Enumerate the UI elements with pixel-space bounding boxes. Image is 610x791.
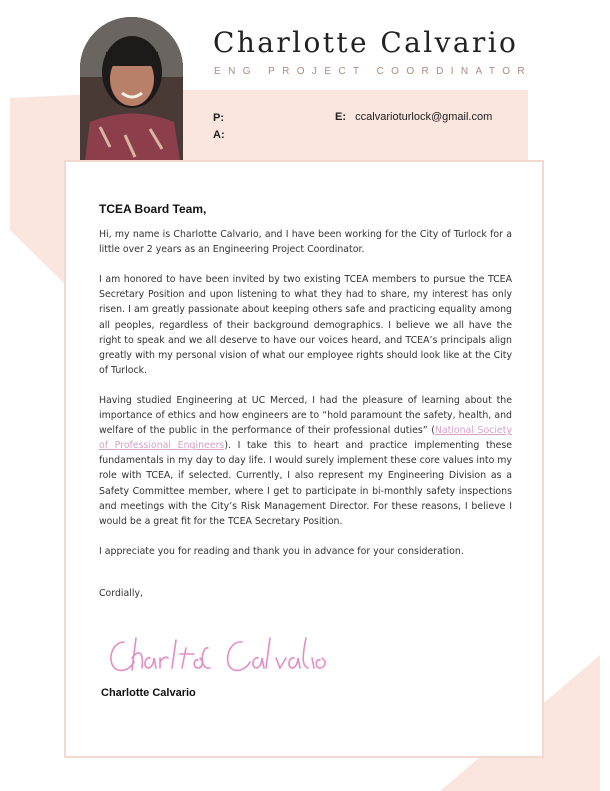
phone-row — [213, 112, 224, 124]
letter-closing: Cordially, — [99, 587, 144, 599]
address-label: A: — [213, 129, 225, 141]
profile-photo — [80, 17, 183, 160]
letter-body — [99, 202, 512, 601]
paragraph-3-text-a: Having studied Engineering at UC Merced, I had the pleasure of learning about the importance of ethics and how engineers are to “hold paramount the safety, health, and welfare of the public in the performance of their professional duties” ( — [99, 394, 512, 437]
email-value[interactable]: ccalvarioturlock@gmail.com — [355, 111, 493, 123]
paragraph-2: I am honored to have been invited by two existing TCEA members to pursue the TCEA Secretary Position and upon listening to what they had to share, my interest has only risen. I am greatly passionate about keeping others safe and practicing equality among all peoples, regardless of their background demographics. I believe we all have the right to speak and we all deserve to have our voices heard, and TCEA’s principals align greatly with my personal vision of what our employee rights should look like at the City of Turlock. — [99, 274, 512, 376]
paragraph-4: I appreciate you for reading and thank you in advance for your consideration. — [99, 545, 464, 557]
address-row — [213, 129, 225, 141]
signature-image — [102, 628, 332, 678]
header-role: ENG PROJECT COORDINATOR — [214, 66, 532, 77]
email-row — [335, 111, 492, 123]
paragraph-1: Hi, my name is Charlotte Calvario, and I have been working for the City of Turlock for a little over 2 years as an Engineering Project Coordinator. — [99, 229, 512, 256]
letter-card — [64, 160, 544, 758]
phone-label: P: — [213, 112, 224, 124]
letter-greeting: TCEA Board Team, — [99, 202, 207, 216]
paragraph-3-text-b: ). I take this to heart and practice implementing these fundamentals in my day to day life. I would surely implement these core values into my role with TCEA, if selected. Currently, I also represent my Engineering Division as a Safety Committee member, where I get to participate in bi-monthly safety inspections and meetings with the City’s Risk Management Director. For these reasons, I believe I would be a great fit for the TCEA Secretary Position. — [99, 440, 512, 527]
nspe-link[interactable]: National Society of Professional Engineers — [99, 425, 512, 452]
contact-band — [182, 90, 528, 160]
email-label: E: — [335, 111, 346, 123]
header-name: Charlotte Calvario — [213, 26, 519, 59]
paragraph-3 — [99, 393, 512, 529]
signed-name: Charlotte Calvario — [101, 687, 196, 699]
